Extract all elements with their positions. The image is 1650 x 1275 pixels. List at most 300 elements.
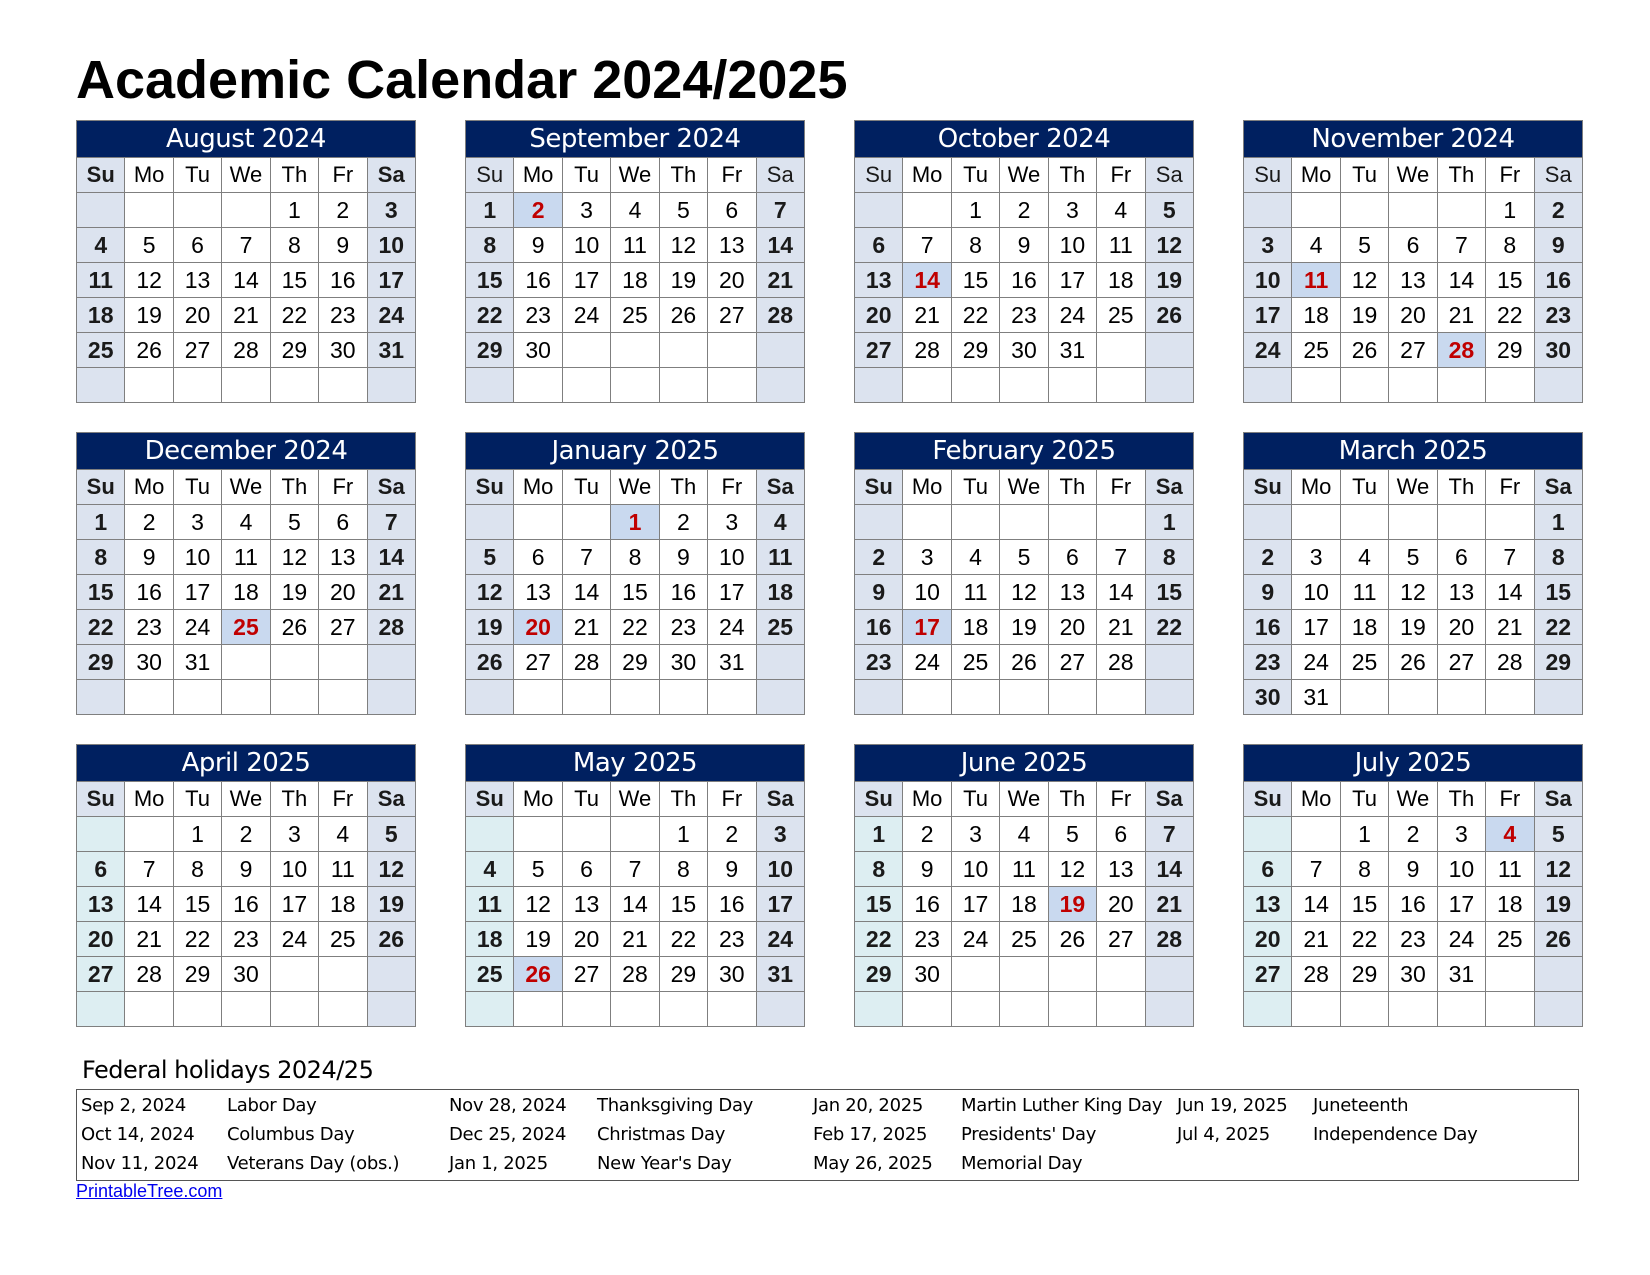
day-cell: 20	[562, 922, 610, 957]
holiday-day: 11	[1292, 263, 1340, 298]
weekday-label: Mo	[1292, 470, 1340, 505]
day-cell: 29	[951, 333, 999, 368]
month-title: June 2025	[855, 745, 1194, 782]
weekday-label: Mo	[125, 158, 173, 193]
empty-cell	[1437, 505, 1485, 540]
weekday-label: Th	[1437, 782, 1485, 817]
day-cell: 19	[1340, 298, 1388, 333]
day-cell: 7	[562, 540, 610, 575]
day-cell: 10	[1292, 575, 1340, 610]
holiday-day: 26	[514, 957, 562, 992]
day-cell: 27	[562, 957, 610, 992]
empty-cell	[1486, 680, 1534, 715]
weekend-day: 20	[1244, 922, 1292, 957]
day-cell: 30	[125, 645, 173, 680]
day-cell: 16	[514, 263, 562, 298]
empty-cell	[659, 992, 707, 1027]
day-cell: 31	[173, 645, 221, 680]
day-cell: 6	[1389, 228, 1437, 263]
weekday-label: Su	[77, 158, 125, 193]
weekday-label: Fr	[319, 782, 367, 817]
empty-cell	[951, 368, 999, 403]
day-cell: 23	[319, 298, 367, 333]
weekday-label: Tu	[562, 782, 610, 817]
month-title: October 2024	[855, 121, 1194, 158]
weekend-day: 22	[1534, 610, 1582, 645]
day-cell: 22	[270, 298, 318, 333]
day-cell: 15	[659, 887, 707, 922]
day-cell: 3	[1292, 540, 1340, 575]
day-cell: 23	[514, 298, 562, 333]
day-cell: 17	[173, 575, 221, 610]
day-cell: 16	[659, 575, 707, 610]
empty-cell	[1292, 193, 1340, 228]
month-title: December 2024	[77, 433, 416, 470]
empty-cell	[1145, 680, 1193, 715]
day-cell: 1	[951, 193, 999, 228]
weekend-day: 3	[367, 193, 415, 228]
day-cell: 10	[1437, 852, 1485, 887]
weekday-label: We	[222, 470, 270, 505]
weekday-label: Th	[1048, 470, 1096, 505]
weekend-day: 15	[855, 887, 903, 922]
day-cell: 7	[222, 228, 270, 263]
weekend-day: 27	[1244, 957, 1292, 992]
day-cell: 21	[125, 922, 173, 957]
day-cell: 10	[1048, 228, 1096, 263]
weekend-day: 19	[466, 610, 514, 645]
empty-cell	[466, 368, 514, 403]
month-calendar	[1243, 432, 1583, 720]
weekday-label: Th	[270, 470, 318, 505]
day-cell: 16	[708, 887, 756, 922]
weekend-day: 25	[466, 957, 514, 992]
empty-cell	[367, 645, 415, 680]
empty-cell	[1292, 505, 1340, 540]
weekend-day: 27	[855, 333, 903, 368]
day-cell: 22	[951, 298, 999, 333]
empty-cell	[855, 680, 903, 715]
day-cell: 5	[1000, 540, 1048, 575]
weekday-label: Fr	[319, 158, 367, 193]
empty-cell	[1097, 992, 1145, 1027]
holiday-date: Oct 14, 2024	[81, 1124, 195, 1145]
day-cell: 16	[1389, 887, 1437, 922]
day-cell: 26	[125, 333, 173, 368]
weekend-day: 28	[756, 298, 804, 333]
weekend-day: 30	[1534, 333, 1582, 368]
weekend-day: 2	[1534, 193, 1582, 228]
empty-cell	[855, 505, 903, 540]
source-link[interactable]: PrintableTree.com	[76, 1181, 223, 1201]
weekday-label: Tu	[1340, 782, 1388, 817]
holiday-name: Martin Luther King Day	[961, 1095, 1163, 1116]
day-cell: 1	[270, 193, 318, 228]
empty-cell	[562, 505, 610, 540]
day-cell: 5	[1340, 228, 1388, 263]
empty-cell	[270, 645, 318, 680]
day-cell: 7	[125, 852, 173, 887]
weekend-day: 26	[367, 922, 415, 957]
day-cell: 12	[125, 263, 173, 298]
day-cell: 5	[659, 193, 707, 228]
holiday-day: 2	[514, 193, 562, 228]
empty-cell	[951, 992, 999, 1027]
holiday-name: Veterans Day (obs.)	[227, 1153, 400, 1174]
empty-cell	[1389, 992, 1437, 1027]
weekday-label: Sa	[367, 470, 415, 505]
empty-cell	[1145, 992, 1193, 1027]
day-cell: 11	[319, 852, 367, 887]
empty-cell	[514, 505, 562, 540]
weekend-day: 1	[1534, 505, 1582, 540]
weekend-day: 8	[1534, 540, 1582, 575]
empty-cell	[1244, 817, 1292, 852]
weekend-day: 16	[855, 610, 903, 645]
day-cell: 3	[1437, 817, 1485, 852]
weekday-label: Sa	[1534, 470, 1582, 505]
day-cell: 4	[1097, 193, 1145, 228]
weekend-day: 13	[77, 887, 125, 922]
empty-cell	[77, 368, 125, 403]
weekend-day: 7	[367, 505, 415, 540]
day-cell: 6	[1437, 540, 1485, 575]
day-cell: 7	[1292, 852, 1340, 887]
day-cell: 8	[1340, 852, 1388, 887]
weekend-day: 7	[756, 193, 804, 228]
day-cell: 12	[1340, 263, 1388, 298]
day-cell: 31	[708, 645, 756, 680]
weekday-label: Tu	[562, 470, 610, 505]
empty-cell	[855, 193, 903, 228]
day-cell: 5	[1389, 540, 1437, 575]
day-cell: 15	[1340, 887, 1388, 922]
weekend-day: 28	[1145, 922, 1193, 957]
weekend-day: 12	[466, 575, 514, 610]
day-cell: 1	[1486, 193, 1534, 228]
empty-cell	[611, 333, 659, 368]
weekend-day: 14	[1145, 852, 1193, 887]
day-cell: 15	[270, 263, 318, 298]
month-title: August 2024	[77, 121, 416, 158]
day-cell: 9	[514, 228, 562, 263]
day-cell: 2	[222, 817, 270, 852]
day-cell: 6	[562, 852, 610, 887]
weekday-label: Tu	[173, 158, 221, 193]
month-title: May 2025	[466, 745, 805, 782]
weekend-day: 23	[855, 645, 903, 680]
empty-cell	[1244, 368, 1292, 403]
day-cell: 30	[319, 333, 367, 368]
day-cell: 14	[562, 575, 610, 610]
empty-cell	[1292, 817, 1340, 852]
day-cell: 15	[1486, 263, 1534, 298]
holiday-name: Columbus Day	[227, 1124, 355, 1145]
day-cell: 14	[1486, 575, 1534, 610]
weekday-label: Su	[1244, 470, 1292, 505]
empty-cell	[173, 992, 221, 1027]
holiday-day: 1	[611, 505, 659, 540]
weekend-day: 6	[77, 852, 125, 887]
day-cell: 3	[1048, 193, 1096, 228]
day-cell: 30	[903, 957, 951, 992]
day-cell: 4	[951, 540, 999, 575]
empty-cell	[222, 645, 270, 680]
weekend-day: 26	[466, 645, 514, 680]
day-cell: 20	[1048, 610, 1096, 645]
empty-cell	[1437, 680, 1485, 715]
day-cell: 27	[1389, 333, 1437, 368]
day-cell: 22	[173, 922, 221, 957]
month-title: November 2024	[1244, 121, 1583, 158]
day-cell: 17	[951, 887, 999, 922]
day-cell: 28	[222, 333, 270, 368]
weekend-day: 24	[756, 922, 804, 957]
empty-cell	[1000, 505, 1048, 540]
holiday-day: 17	[903, 610, 951, 645]
day-cell: 21	[1437, 298, 1485, 333]
day-cell: 28	[125, 957, 173, 992]
day-cell: 3	[903, 540, 951, 575]
weekend-day: 17	[1244, 298, 1292, 333]
day-cell: 10	[951, 852, 999, 887]
weekday-label: Su	[1244, 158, 1292, 193]
day-cell: 19	[1389, 610, 1437, 645]
empty-cell	[1000, 992, 1048, 1027]
weekday-label: Mo	[903, 158, 951, 193]
weekend-day: 21	[756, 263, 804, 298]
empty-cell	[1292, 992, 1340, 1027]
empty-cell	[125, 680, 173, 715]
day-cell: 28	[1097, 645, 1145, 680]
empty-cell	[1534, 368, 1582, 403]
weekend-day: 12	[1534, 852, 1582, 887]
day-cell: 17	[270, 887, 318, 922]
empty-cell	[708, 992, 756, 1027]
empty-cell	[1048, 680, 1096, 715]
weekend-day: 31	[756, 957, 804, 992]
day-cell: 7	[1486, 540, 1534, 575]
weekend-day: 6	[855, 228, 903, 263]
day-cell: 4	[1000, 817, 1048, 852]
weekend-day: 25	[77, 333, 125, 368]
weekend-day: 19	[367, 887, 415, 922]
empty-cell	[562, 817, 610, 852]
weekend-day: 15	[77, 575, 125, 610]
day-cell: 4	[611, 193, 659, 228]
weekend-day: 27	[77, 957, 125, 992]
day-cell: 13	[1097, 852, 1145, 887]
weekend-day: 24	[367, 298, 415, 333]
day-cell: 10	[562, 228, 610, 263]
empty-cell	[77, 817, 125, 852]
weekend-day: 18	[466, 922, 514, 957]
day-cell: 27	[319, 610, 367, 645]
day-cell: 28	[1486, 645, 1534, 680]
day-cell: 13	[1389, 263, 1437, 298]
holiday-date: Dec 25, 2024	[449, 1124, 567, 1145]
day-cell: 11	[1097, 228, 1145, 263]
weekend-day: 31	[367, 333, 415, 368]
empty-cell	[319, 957, 367, 992]
weekend-day: 29	[1534, 645, 1582, 680]
day-cell: 25	[1097, 298, 1145, 333]
day-cell: 30	[659, 645, 707, 680]
day-cell: 6	[514, 540, 562, 575]
month-title: January 2025	[466, 433, 805, 470]
empty-cell	[903, 680, 951, 715]
empty-cell	[367, 680, 415, 715]
empty-cell	[125, 368, 173, 403]
empty-cell	[1389, 505, 1437, 540]
day-cell: 1	[659, 817, 707, 852]
day-cell: 18	[951, 610, 999, 645]
weekend-day: 23	[1244, 645, 1292, 680]
empty-cell	[270, 680, 318, 715]
day-cell: 1	[1340, 817, 1388, 852]
holiday-day: 4	[1486, 817, 1534, 852]
day-cell: 4	[1340, 540, 1388, 575]
weekend-day: 14	[756, 228, 804, 263]
empty-cell	[222, 368, 270, 403]
day-cell: 24	[1048, 298, 1096, 333]
weekday-label: We	[1389, 470, 1437, 505]
empty-cell	[77, 193, 125, 228]
weekday-label: Fr	[1486, 782, 1534, 817]
empty-cell	[1048, 992, 1096, 1027]
empty-cell	[1389, 193, 1437, 228]
day-cell: 14	[222, 263, 270, 298]
weekday-label: Tu	[1340, 158, 1388, 193]
empty-cell	[77, 680, 125, 715]
weekend-day: 13	[1244, 887, 1292, 922]
day-cell: 27	[514, 645, 562, 680]
day-cell: 26	[1389, 645, 1437, 680]
holiday-date: Sep 2, 2024	[81, 1095, 187, 1116]
weekend-day: 18	[77, 298, 125, 333]
weekend-day: 12	[1145, 228, 1193, 263]
weekday-label: We	[1389, 782, 1437, 817]
empty-cell	[562, 992, 610, 1027]
weekday-label: Sa	[756, 470, 804, 505]
weekday-label: Sa	[1534, 158, 1582, 193]
day-cell: 9	[125, 540, 173, 575]
weekend-day: 29	[855, 957, 903, 992]
day-cell: 17	[708, 575, 756, 610]
empty-cell	[659, 333, 707, 368]
day-cell: 12	[1389, 575, 1437, 610]
empty-cell	[1048, 957, 1096, 992]
weekend-day: 11	[77, 263, 125, 298]
day-cell: 2	[659, 505, 707, 540]
day-cell: 14	[611, 887, 659, 922]
day-cell: 13	[562, 887, 610, 922]
day-cell: 16	[1000, 263, 1048, 298]
weekday-label: We	[1000, 782, 1048, 817]
empty-cell	[1292, 368, 1340, 403]
month-calendar	[1243, 120, 1583, 408]
day-cell: 20	[708, 263, 756, 298]
weekend-day: 15	[466, 263, 514, 298]
day-cell: 26	[1000, 645, 1048, 680]
weekday-label: Sa	[1145, 470, 1193, 505]
holiday-day: 20	[514, 610, 562, 645]
day-cell: 20	[319, 575, 367, 610]
weekday-label: We	[611, 158, 659, 193]
day-cell: 9	[903, 852, 951, 887]
empty-cell	[1437, 193, 1485, 228]
day-cell: 17	[1048, 263, 1096, 298]
day-cell: 30	[1000, 333, 1048, 368]
weekday-label: Su	[466, 470, 514, 505]
empty-cell	[319, 368, 367, 403]
empty-cell	[708, 333, 756, 368]
day-cell: 27	[708, 298, 756, 333]
weekday-label: Mo	[125, 470, 173, 505]
empty-cell	[1340, 680, 1388, 715]
weekend-day: 12	[367, 852, 415, 887]
empty-cell	[466, 992, 514, 1027]
day-cell: 29	[659, 957, 707, 992]
day-cell: 25	[951, 645, 999, 680]
day-cell: 20	[1389, 298, 1437, 333]
day-cell: 22	[1340, 922, 1388, 957]
empty-cell	[1097, 680, 1145, 715]
day-cell: 12	[514, 887, 562, 922]
empty-cell	[903, 368, 951, 403]
weekday-label: Tu	[173, 782, 221, 817]
day-cell: 26	[659, 298, 707, 333]
empty-cell	[1145, 368, 1193, 403]
day-cell: 20	[1437, 610, 1485, 645]
weekday-label: Fr	[1097, 470, 1145, 505]
day-cell: 26	[1048, 922, 1096, 957]
day-cell: 19	[270, 575, 318, 610]
weekday-label: Sa	[367, 158, 415, 193]
empty-cell	[708, 368, 756, 403]
weekday-label: Th	[1048, 158, 1096, 193]
weekday-label: Su	[77, 782, 125, 817]
weekend-day: 15	[1534, 575, 1582, 610]
weekday-label: Mo	[514, 470, 562, 505]
day-cell: 7	[611, 852, 659, 887]
day-cell: 24	[951, 922, 999, 957]
day-cell: 23	[125, 610, 173, 645]
weekday-label: Mo	[1292, 158, 1340, 193]
day-cell: 11	[1486, 852, 1534, 887]
weekend-day: 22	[466, 298, 514, 333]
day-cell: 7	[1437, 228, 1485, 263]
day-cell: 11	[1340, 575, 1388, 610]
weekend-day: 13	[855, 263, 903, 298]
day-cell: 31	[1292, 680, 1340, 715]
weekday-label: Th	[1048, 782, 1096, 817]
day-cell: 12	[1000, 575, 1048, 610]
day-cell: 16	[319, 263, 367, 298]
weekday-label: Fr	[1486, 470, 1534, 505]
weekend-day: 2	[1244, 540, 1292, 575]
day-cell: 17	[562, 263, 610, 298]
day-cell: 2	[708, 817, 756, 852]
weekend-day: 29	[466, 333, 514, 368]
empty-cell	[125, 992, 173, 1027]
month-title: July 2025	[1244, 745, 1583, 782]
empty-cell	[659, 680, 707, 715]
month-calendar	[854, 120, 1194, 408]
weekday-label: Fr	[1486, 158, 1534, 193]
weekday-label: Fr	[708, 470, 756, 505]
empty-cell	[756, 680, 804, 715]
